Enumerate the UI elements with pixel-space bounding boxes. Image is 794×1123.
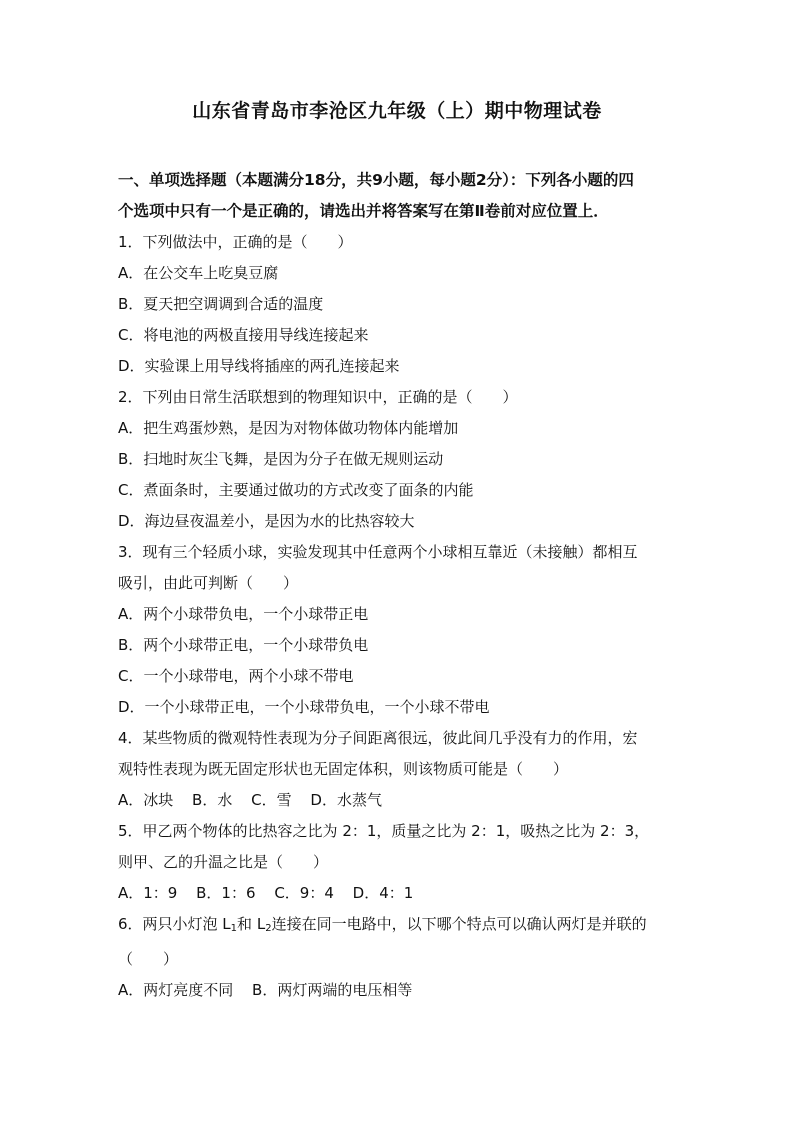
question-5-stem-line-2: 则甲、乙的升温之比是（ ） [118, 853, 329, 871]
question-1-option-b: B．夏天把空调调到合适的温度 [118, 295, 324, 313]
question-2-option-b: B．扫地时灰尘飞舞，是因为分子在做无规则运动 [118, 450, 444, 468]
question-2-option-d: D．海边昼夜温差小，是因为水的比热容较大 [118, 512, 415, 530]
question-4-option-c: C．雪 [251, 791, 292, 809]
question-6-option-a: A．两灯亮度不同 [118, 981, 234, 999]
question-6-stem-pre: 6．两只小灯泡 L [118, 915, 231, 933]
question-6-stem-line-1 [118, 909, 676, 944]
question-6-stem-post: 连接在同一电路中，以下哪个特点可以确认两灯是并联的 [271, 915, 647, 933]
question-6-option-b: B．两灯两端的电压相等 [252, 981, 413, 999]
question-5-option-d: D．4：1 [352, 884, 414, 902]
question-1-option-c: C．将电池的两极直接用导线连接起来 [118, 326, 369, 344]
question-4-stem-line-1: 4．某些物质的微观特性表现为分子间距离很远，彼此间几乎没有力的作用，宏 [118, 729, 638, 747]
question-4-option-b: B．水 [192, 791, 233, 809]
question-1-stem: 1．下列做法中，正确的是（ ） [118, 233, 353, 251]
question-3-stem-line-1: 3．现有三个轻质小球，实验发现其中任意两个小球相互靠近（未接触）都相互 [118, 543, 638, 561]
question-5-option-a: A．1：9 [118, 884, 178, 902]
question-2-stem: 2．下列由日常生活联想到的物理知识中，正确的是（ ） [118, 388, 518, 406]
question-3-option-a: A．两个小球带负电，一个小球带正电 [118, 605, 369, 623]
question-5-stem-line-1: 5．甲乙两个物体的比热容之比为 2：1，质量之比为 2：1，吸热之比为 2：3， [118, 822, 650, 840]
page-title: 山东省青岛市李沧区九年级（上）期中物理试卷 [192, 100, 602, 122]
question-3-option-c: C．一个小球带电，两个小球不带电 [118, 667, 354, 685]
question-4-option-d: D．水蒸气 [310, 791, 382, 809]
question-3-option-d: D．一个小球带正电，一个小球带负电，一个小球不带电 [118, 698, 490, 716]
question-2-option-a: A．把生鸡蛋炒熟，是因为对物体做功物体内能增加 [118, 419, 459, 437]
question-1-option-d: D．实验课上用导线将插座的两孔连接起来 [118, 357, 400, 375]
question-5-option-b: B．1：6 [196, 884, 256, 902]
question-3-option-b: B．两个小球带正电，一个小球带负电 [118, 636, 369, 654]
l2-subscript: 2 [265, 923, 272, 934]
question-6-stem-line-2: （ ） [118, 950, 179, 968]
question-6-options [118, 975, 676, 1006]
question-4-option-a: A．冰块 [118, 791, 174, 809]
question-5-options [118, 878, 676, 909]
question-2-option-c: C．煮面条时，主要通过做功的方式改变了面条的内能 [118, 481, 474, 499]
l1-subscript: 1 [230, 923, 238, 934]
section-heading-line-2: 个选项中只有一个是正确的，请选出并将答案写在第Ⅱ卷前对应位置上． [118, 202, 609, 220]
question-6-stem-mid: 和 L [237, 915, 266, 933]
question-4-options [118, 785, 676, 816]
section-heading-line-1: 一、单项选择题（本题满分18分，共9小题，每小题2分）：下列各小题的四 [118, 171, 634, 189]
question-1-option-a: A．在公交车上吃臭豆腐 [118, 264, 279, 282]
question-5-option-c: C．9：4 [274, 884, 334, 902]
question-3-stem-line-2: 吸引，由此可判断（ ） [118, 574, 299, 592]
question-4-stem-line-2: 观特性表现为既无固定形状也无固定体积，则该物质可能是（ ） [118, 760, 569, 778]
